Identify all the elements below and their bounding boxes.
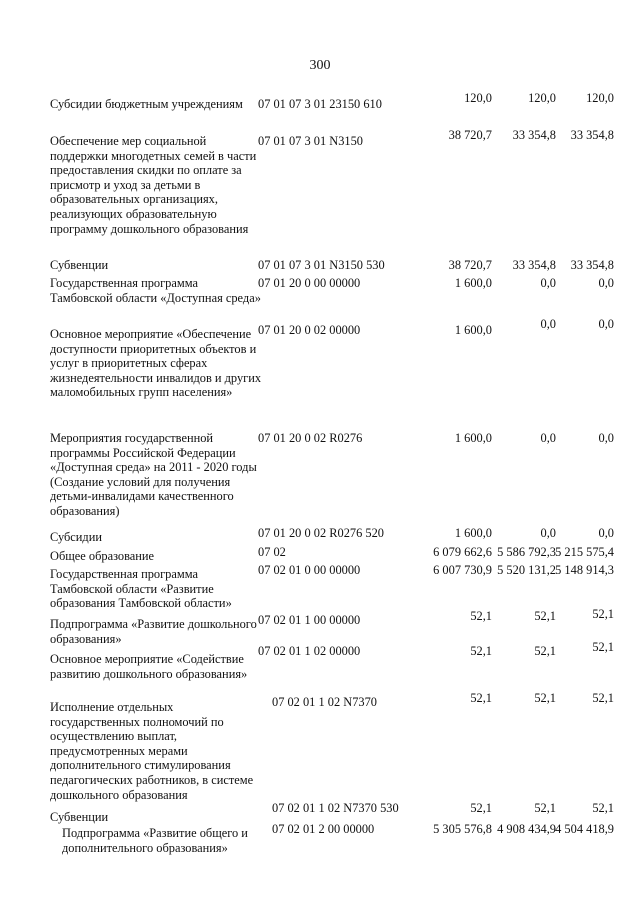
row-name: Общее образование (50, 549, 155, 563)
row-code: 07 02 01 1 02 N7370 (272, 695, 377, 709)
row-code: 07 01 20 0 02 R0276 520 (258, 526, 384, 540)
row-value-1: 1 600,0 (454, 323, 492, 337)
row-name: Основное мероприятие «Обеспечение доступности приоритетных объектов и услуг в приоритетных сферах жизнедеятельности инвалидов и других маломобильных групп населения» (50, 327, 262, 400)
row-value-2: 33 354,8 (512, 258, 556, 272)
row-value-3: 0,0 (598, 526, 614, 540)
row-value-3: 52,1 (592, 607, 614, 621)
row-name: Подпрограмма «Развитие дошкольного образования» (50, 617, 257, 646)
row-value-3: 4 504 418,9 (555, 822, 614, 836)
row-code: 07 02 01 1 00 00000 (258, 613, 361, 627)
row-value-1: 52,1 (470, 801, 492, 815)
row-value-1: 52,1 (470, 644, 492, 658)
row-name: Государственная программа Тамбовской области «Развитие образования Тамбовской области» (50, 567, 232, 611)
row-value-3: 33 354,8 (570, 258, 614, 272)
row-name: Субсидии бюджетным учреждениям (50, 97, 243, 111)
row-value-3: 0,0 (598, 276, 614, 290)
row-value-1: 52,1 (470, 691, 492, 705)
row-value-3: 52,1 (592, 691, 614, 705)
row-value-3: 33 354,8 (570, 128, 614, 142)
row-value-1: 6 007 730,9 (433, 563, 492, 577)
row-value-1: 1 600,0 (454, 276, 492, 290)
row-value-1: 52,1 (470, 609, 492, 623)
row-name: Обеспечение мер социальной поддержки многодетных семей в части предоставления скидки по оплате за присмотр и уход за детьми в образовательных организациях, реализующих образовательную программу дошкольного образования (50, 134, 257, 236)
row-code: 07 02 01 1 02 00000 (258, 644, 361, 658)
row-name: Субвенции (50, 258, 109, 272)
row-code: 07 02 01 1 02 N7370 530 (272, 801, 399, 815)
row-value-2: 52,1 (534, 644, 556, 658)
row-value-2: 52,1 (534, 609, 556, 623)
row-value-2: 4 908 434,9 (497, 822, 556, 836)
row-code: 07 02 (258, 545, 286, 559)
row-value-2: 0,0 (540, 276, 556, 290)
row-name: Основное мероприятие «Содействие развитию дошкольного образования» (50, 652, 248, 681)
row-value-2: 0,0 (540, 317, 556, 331)
row-code: 07 01 07 3 01 23150 610 (258, 97, 382, 111)
row-code: 07 01 20 0 00 00000 (258, 276, 361, 290)
row-value-2: 52,1 (534, 691, 556, 705)
row-name: Исполнение отдельных государственных полномочий по осуществлению выплат, предусмотренных мерами дополнительного стимулирования педагогических работников, в системе дошкольного образования (50, 700, 254, 802)
row-value-3: 5 215 575,4 (555, 545, 614, 559)
row-value-3: 5 148 914,3 (555, 563, 614, 577)
row-name: Подпрограмма «Развитие общего и дополнительного образования» (62, 826, 248, 855)
row-value-3: 52,1 (592, 640, 614, 654)
row-value-2: 0,0 (540, 431, 556, 445)
row-code: 07 01 07 3 01 N3150 (258, 134, 363, 148)
row-value-2: 52,1 (534, 801, 556, 815)
row-name: Субсидии (50, 530, 102, 544)
row-value-1: 5 305 576,8 (433, 822, 492, 836)
row-code: 07 01 20 0 02 R0276 (258, 431, 363, 445)
row-value-3: 52,1 (592, 801, 614, 815)
page-number: 300 (309, 58, 331, 73)
row-value-3: 0,0 (598, 431, 614, 445)
row-name: Субвенции (50, 810, 109, 824)
row-value-2: 33 354,8 (512, 128, 556, 142)
row-name: Государственная программа Тамбовской области «Доступная среда» (50, 276, 261, 305)
row-value-1: 1 600,0 (454, 526, 492, 540)
row-value-3: 0,0 (598, 317, 614, 331)
row-value-1: 38 720,7 (448, 258, 492, 272)
row-value-1: 6 079 662,6 (433, 545, 492, 559)
row-value-2: 5 520 131,2 (497, 563, 556, 577)
row-value-1: 38 720,7 (448, 128, 492, 142)
row-value-2: 120,0 (528, 91, 556, 105)
row-value-1: 120,0 (464, 91, 492, 105)
row-value-2: 0,0 (540, 526, 556, 540)
row-code: 07 01 20 0 02 00000 (258, 323, 361, 337)
row-value-2: 5 586 792,3 (497, 545, 556, 559)
row-value-1: 1 600,0 (454, 431, 492, 445)
row-code: 07 01 07 3 01 N3150 530 (258, 258, 385, 272)
row-code: 07 02 01 0 00 00000 (258, 563, 361, 577)
row-name: Мероприятия государственной программы Российской Федерации «Доступная среда» на 2011 - 2020 годы (Создание условий для получения детьми-инвалидами качественного образования) (50, 431, 257, 518)
row-value-3: 120,0 (586, 91, 614, 105)
row-code: 07 02 01 2 00 00000 (272, 822, 375, 836)
